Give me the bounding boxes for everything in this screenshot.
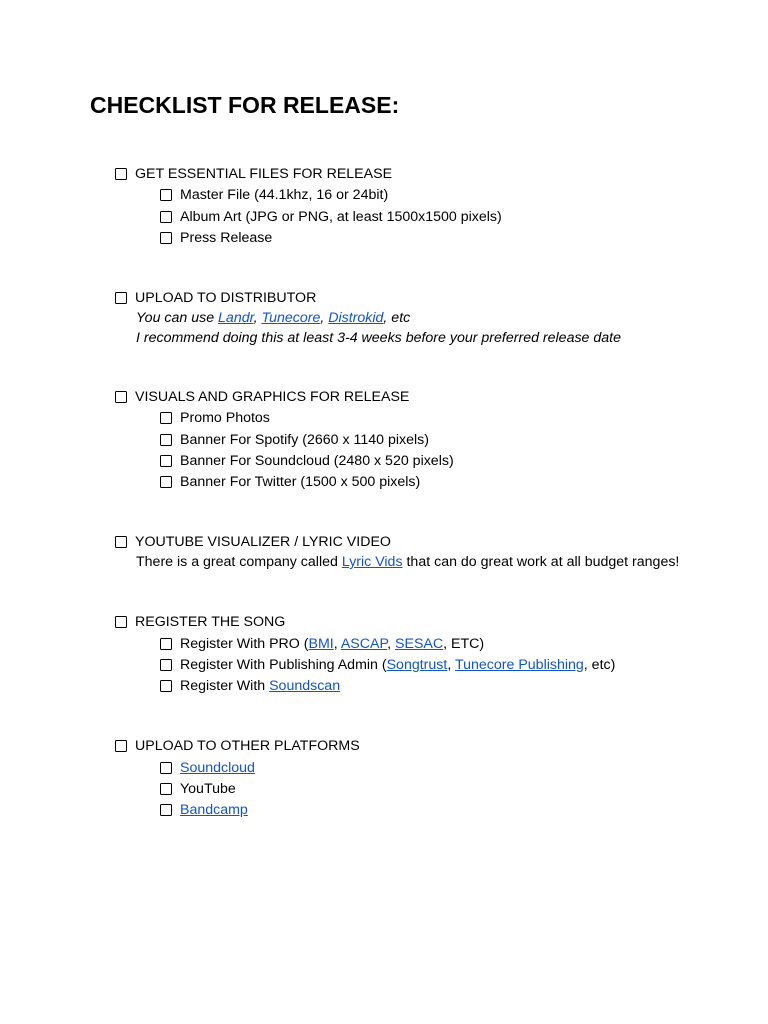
checklist-subitem-label (180, 656, 615, 674)
checklist-subitem (160, 229, 272, 247)
checkbox[interactable] (160, 232, 172, 244)
note-text: There is a great company called (136, 554, 342, 570)
checklist-subitem-label: Promo Photos (180, 410, 270, 426)
checklist-item-essential-files (115, 165, 392, 183)
link-soundscan[interactable]: Soundscan (269, 678, 341, 694)
link-bmi[interactable]: BMI (308, 636, 334, 652)
link-ascap[interactable]: ASCAP (340, 636, 388, 652)
checkbox[interactable] (160, 455, 172, 467)
checkbox[interactable] (115, 616, 127, 628)
label-text: Register With Publishing Admin ( (180, 657, 387, 673)
checklist-item-distributor (115, 289, 316, 307)
checkbox[interactable] (115, 391, 127, 403)
checkbox[interactable] (160, 804, 172, 816)
checklist-item-visuals (115, 388, 409, 406)
checklist-subitem (160, 431, 429, 449)
checklist-subitem (160, 452, 454, 470)
checklist-subitem-label: Banner For Soundcloud (2480 x 520 pixels) (180, 453, 454, 469)
link-soundcloud[interactable]: Soundcloud (180, 760, 255, 776)
checklist-heading: GET ESSENTIAL FILES FOR RELEASE (135, 166, 393, 182)
page-title: CHECKLIST FOR RELEASE: (90, 92, 400, 118)
checklist-item-register-song (115, 613, 285, 631)
link-sesac[interactable]: SESAC (395, 636, 444, 652)
link-lyric-vids[interactable]: Lyric Vids (341, 554, 403, 570)
checkbox[interactable] (115, 292, 127, 304)
checkbox[interactable] (160, 211, 172, 223)
note-text: , etc (383, 310, 411, 326)
checkbox[interactable] (160, 659, 172, 671)
checklist-subitem-pro (160, 635, 484, 653)
label-text: Register With (180, 678, 270, 694)
link-tunecore[interactable]: Tunecore (261, 310, 321, 326)
checklist-subitem-label (180, 677, 340, 695)
checklist-heading: REGISTER THE SONG (135, 614, 286, 630)
checklist-subitem-label: Album Art (JPG or PNG, at least 1500x1500 pixels) (180, 209, 502, 225)
checklist-subitem-label: Press Release (180, 230, 273, 246)
note-text: You can use (136, 310, 219, 326)
checklist-subitem (160, 186, 388, 204)
lyric-vids-note (136, 553, 679, 571)
checkbox[interactable] (115, 536, 127, 548)
checklist-subitem-soundscan (160, 677, 340, 695)
checkbox[interactable] (160, 680, 172, 692)
checklist-subitem (160, 780, 236, 798)
checkbox[interactable] (160, 638, 172, 650)
checklist-item-youtube-visualizer (115, 533, 391, 551)
checklist-subitem-label: Master File (44.1khz, 16 or 24bit) (180, 187, 389, 203)
note-text: that can do great work at all budget ranges! (402, 554, 680, 570)
link-landr[interactable]: Landr (218, 310, 254, 326)
separator: , (333, 636, 341, 652)
label-text: , etc) (583, 657, 616, 673)
checkbox[interactable] (160, 476, 172, 488)
separator: , (320, 310, 329, 326)
checklist-heading: UPLOAD TO DISTRIBUTOR (135, 290, 317, 306)
checklist-subitem (160, 409, 270, 427)
link-distrokid[interactable]: Distrokid (328, 310, 384, 326)
checklist-subitem-publishing (160, 656, 615, 674)
link-bandcamp[interactable]: Bandcamp (180, 802, 248, 818)
checklist-subitem-label: Banner For Spotify (2660 x 1140 pixels) (180, 432, 429, 448)
checklist-heading: UPLOAD TO OTHER PLATFORMS (135, 738, 360, 754)
checklist-heading: VISUALS AND GRAPHICS FOR RELEASE (135, 389, 410, 405)
separator: , (447, 657, 455, 673)
checkbox[interactable] (115, 168, 127, 180)
link-songtrust[interactable]: Songtrust (386, 657, 448, 673)
separator: , (387, 636, 396, 652)
checklist-subitem (160, 473, 420, 491)
checkbox[interactable] (160, 434, 172, 446)
checklist-subitem (160, 759, 255, 777)
checklist-item-other-platforms (115, 737, 360, 755)
distributor-recommendation: I recommend doing this at least 3-4 weeks before your preferred release date (136, 330, 622, 346)
label-text: Register With PRO ( (180, 636, 309, 652)
label-text: , ETC) (443, 636, 485, 652)
checklist-subitem-label: YouTube (180, 781, 236, 797)
checklist-subitem-label: Banner For Twitter (1500 x 500 pixels) (180, 474, 421, 490)
distributor-note (136, 309, 410, 327)
checkbox[interactable] (160, 762, 172, 774)
checklist-subitem-label (180, 635, 484, 653)
link-tunecore-publishing[interactable]: Tunecore Publishing (454, 657, 584, 673)
checkbox[interactable] (160, 412, 172, 424)
checklist-subitem (160, 208, 502, 226)
checklist-heading: YOUTUBE VISUALIZER / LYRIC VIDEO (135, 534, 391, 550)
checkbox[interactable] (115, 740, 127, 752)
checkbox[interactable] (160, 189, 172, 201)
separator: , (253, 310, 262, 326)
checklist-subitem (160, 801, 248, 819)
checkbox[interactable] (160, 783, 172, 795)
